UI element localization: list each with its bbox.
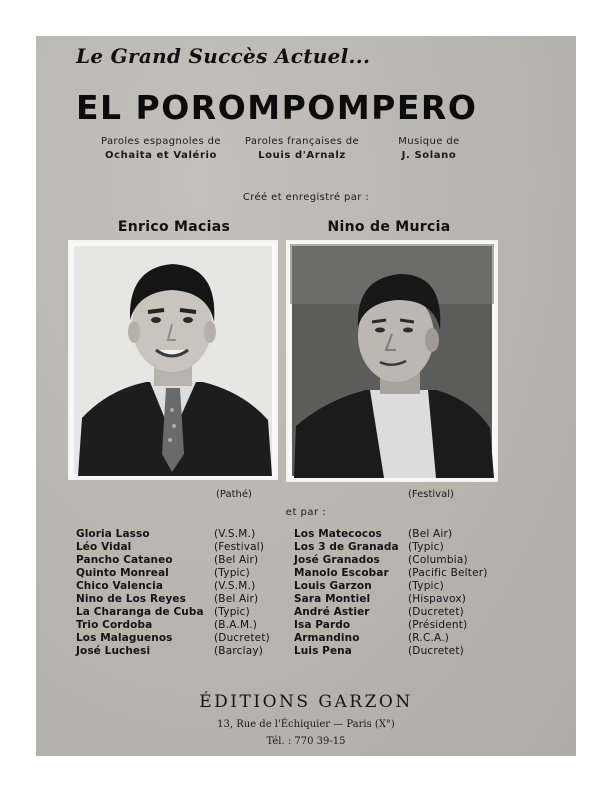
record-label: (Typic)	[214, 567, 250, 579]
performer-name: Sara Montiel	[294, 593, 371, 605]
record-label: (Bel Air)	[214, 554, 259, 566]
sheet-music-cover	[36, 36, 576, 756]
performer-name: José Granados	[294, 554, 380, 566]
artist-name-2: Nino de Murcia	[327, 219, 451, 235]
performer-name: Trio Cordoba	[76, 619, 153, 631]
performers-left-names	[76, 528, 204, 658]
publisher-phone: Tél. : 770 39-15	[266, 736, 346, 747]
performer-name: Manolo Escobar	[294, 567, 389, 579]
record-label: (Pacific Belter)	[408, 567, 488, 579]
performer-name: Armandino	[294, 632, 360, 644]
record-label: (Bel Air)	[408, 528, 453, 540]
performer-name: La Charanga de Cuba	[76, 606, 204, 618]
performer-name: Gloria Lasso	[76, 528, 150, 540]
performer-name: Pancho Cataneo	[76, 554, 173, 566]
performer-name: José Luchesi	[76, 645, 151, 657]
performer-name: Nino de Los Reyes	[76, 593, 186, 605]
artist-label-2: (Festival)	[408, 489, 454, 500]
record-label: (Ducretet)	[214, 632, 270, 644]
portrait-photo-1	[68, 240, 278, 480]
credit-music	[384, 136, 474, 161]
song-title: EL POROMPOMPERO	[76, 88, 478, 127]
record-label: (Bel Air)	[214, 593, 259, 605]
performers-left-labels	[214, 528, 270, 658]
credit-french-lyrics	[238, 136, 366, 161]
performer-name: Los Matecocos	[294, 528, 382, 540]
record-label: (Ducretet)	[408, 606, 464, 618]
record-label: (Typic)	[408, 541, 444, 553]
publisher-name: ÉDITIONS GARZON	[199, 692, 413, 712]
credit-role: Paroles espagnoles de	[101, 136, 221, 147]
artist-name-1: Enrico Macias	[117, 219, 231, 235]
record-label: (Columbia)	[408, 554, 468, 566]
record-label: (B.A.M.)	[214, 619, 258, 631]
publisher-address: 13, Rue de l'Échiquier — Paris (X°)	[217, 719, 395, 730]
performers-right-labels	[408, 528, 488, 658]
also-by-label: et par :	[285, 507, 327, 518]
performer-name: Los 3 de Granada	[294, 541, 399, 553]
record-label: (Ducretet)	[408, 645, 464, 657]
performer-name: Quinto Monreal	[76, 567, 169, 579]
credit-role: Musique de	[398, 136, 460, 147]
credit-person: Ochaita et Valério	[105, 150, 217, 161]
performer-name: Luis Pena	[294, 645, 352, 657]
created-by-label: Créé et enregistré par :	[242, 192, 370, 203]
record-label: (Hispavox)	[408, 593, 467, 605]
record-label: (V.S.M.)	[214, 580, 256, 592]
record-label: (R.C.A.)	[408, 632, 450, 644]
record-label: (Typic)	[408, 580, 444, 592]
credit-person: Louis d'Arnalz	[258, 150, 346, 161]
record-label: (Festival)	[214, 541, 265, 553]
tagline: Le Grand Succès Actuel...	[76, 44, 371, 68]
artist-label-1: (Pathé)	[216, 489, 252, 500]
portrait-photo-2	[286, 240, 498, 482]
performer-name: Isa Pardo	[294, 619, 351, 631]
performer-name: Los Malaguenos	[76, 632, 173, 644]
performers-right-names	[294, 528, 399, 658]
portrait-1-image	[68, 240, 278, 480]
credit-person: J. Solano	[401, 150, 457, 161]
performer-name: André Astier	[294, 606, 370, 618]
credit-role: Paroles françaises de	[244, 136, 360, 147]
record-label: (V.S.M.)	[214, 528, 256, 540]
record-label: (Barclay)	[214, 645, 264, 657]
performer-name: Léo Vidal	[76, 541, 132, 553]
performer-name: Louis Garzon	[294, 580, 372, 592]
record-label: (Président)	[408, 619, 468, 631]
performer-name: Chico Valencia	[76, 580, 164, 592]
credit-spanish-lyrics	[98, 136, 224, 161]
record-label: (Typic)	[214, 606, 250, 618]
portrait-2-image	[286, 240, 498, 482]
